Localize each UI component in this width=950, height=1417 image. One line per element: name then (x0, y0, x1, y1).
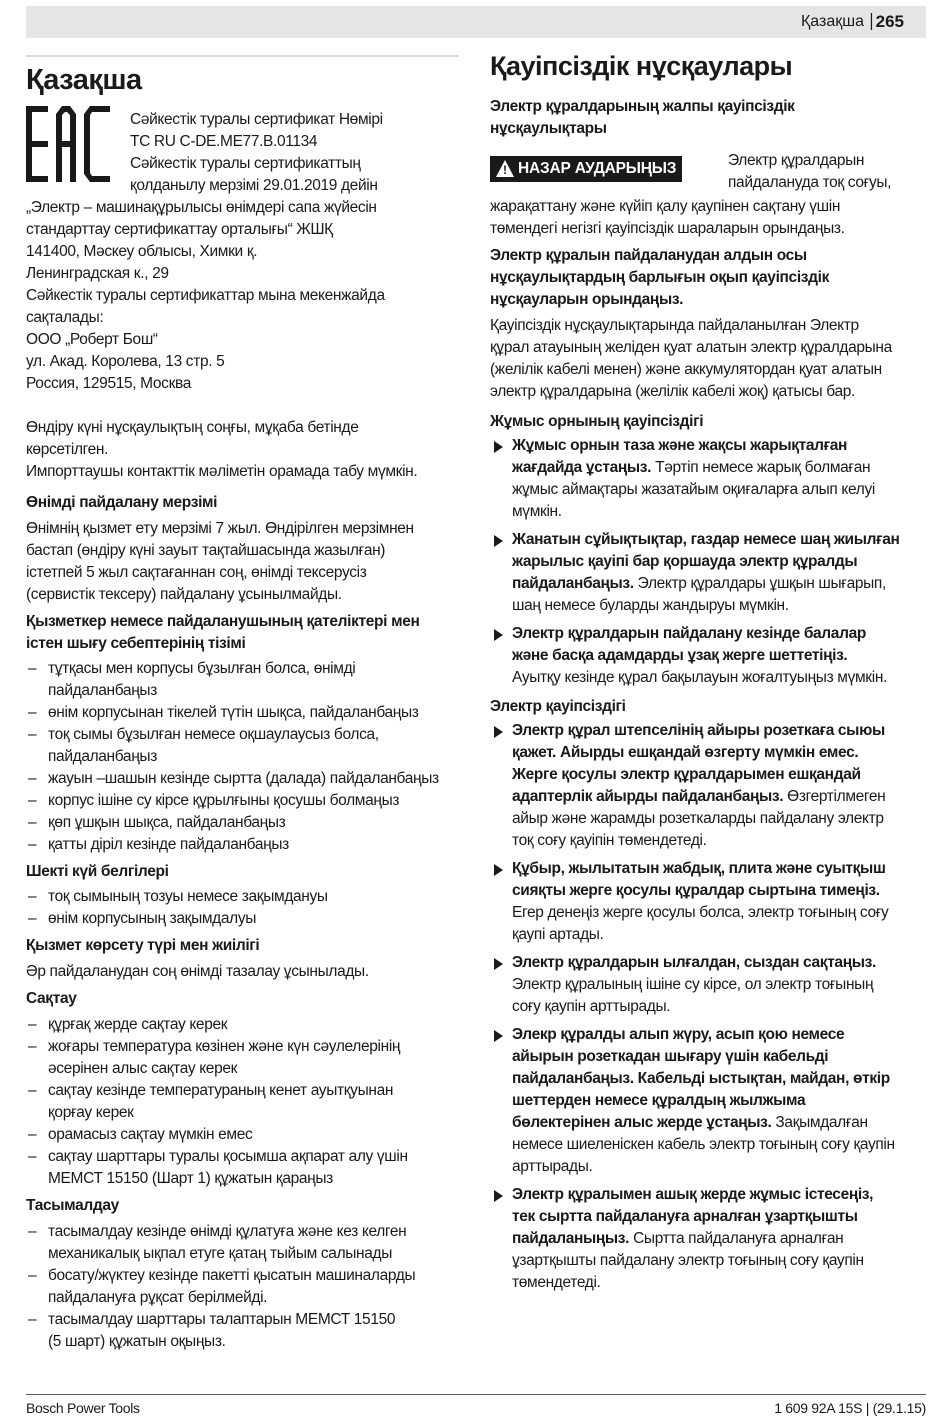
electric-item-bullet-icon (494, 1030, 503, 1042)
production-line: көрсетілген. (26, 441, 109, 458)
errors-item-line: – қатты діріл кезінде пайдаланбаңыз (48, 836, 289, 853)
storage-item-line: – сақтау шарттары туралы қосымша ақпарат алу үшін (48, 1148, 408, 1165)
read-bold-line: нұсқауларын орындаңыз. (490, 291, 684, 308)
bold-text: Жұмыс орнын таза және жақсы жарықталған (512, 437, 848, 454)
electric-item-line (512, 1156, 920, 1178)
usage-line: Өнімнің қызмет ету мерзімі 7 жыл. Өндірілген мерзімнен (26, 520, 414, 537)
bold-text: шеттерден немесе құралдың жылжыма (512, 1092, 806, 1109)
plain-text: Өзгертілмеген (783, 788, 886, 805)
storage-item (26, 1036, 462, 1080)
storage-item (26, 1014, 462, 1036)
bold-text: Электр құралымен ашық жерде жұмыс істесеңіз, (512, 1186, 874, 1203)
plain-text: Электр құралдары ұшқын шығарып, (633, 575, 886, 592)
transport-item (26, 1265, 462, 1309)
errors-item-line: – тұтқасы мен корпусы бұзылған болса, өнімді (48, 660, 356, 677)
limit-item-line: – өнім корпусының зақымдалуы (48, 910, 257, 927)
electric-item-line (512, 1068, 920, 1090)
workplace-item (490, 435, 920, 523)
electric-item-line (512, 786, 920, 808)
limit-item (26, 886, 462, 908)
plain-text: арттырады. (512, 1158, 593, 1175)
electric-item-bullet-icon (494, 864, 503, 876)
electric-item (490, 720, 920, 852)
term-line: (желілік кабелі менен) және аккумулятордан қуат алатын (490, 361, 882, 378)
warning-cont-line: жарақаттану және күйіп қалу қаупінен сақтану үшін (490, 198, 841, 215)
electric-item-line (512, 1112, 920, 1134)
errors-item (26, 702, 462, 724)
electric-item-line (512, 858, 920, 880)
storage-heading: Сақтау (26, 990, 77, 1007)
errors-item (26, 790, 462, 812)
storage-item-line: – сақтау кезінде температураның кенет ауытқуынан (48, 1082, 394, 1099)
workplace-list (490, 435, 920, 689)
plain-text: соғу қаупін арттырады. (512, 998, 671, 1015)
footer-brand: Bosch Power Tools (26, 1400, 140, 1416)
electric-item-line (512, 720, 920, 742)
plain-text: ұзартқышты пайдалану электр тоғының соғу қаупін (512, 1252, 864, 1269)
plain-text: жұмыс аймақтары жазатайым оқиғаларға алып келуі (512, 481, 875, 498)
term-line: құрал атауының желіден қуат алатын электр құралдарына (490, 339, 892, 356)
electric-item-line (512, 974, 920, 996)
errors-item (26, 724, 462, 768)
warning-side-text (728, 150, 891, 194)
eac-logo (26, 106, 110, 182)
bold-text: Электр құралдарын ылғалдан, сыздан сақтаңыз. (512, 954, 876, 971)
electric-item-line (512, 924, 920, 946)
address-line: ООО „Роберт Бош“ (26, 331, 158, 348)
electric-item-line (512, 952, 920, 974)
warning-badge: ! НАЗАР АУДАРЫҢЫЗ (490, 156, 682, 182)
page-header-bar (26, 6, 926, 38)
electric-item (490, 1184, 920, 1294)
workplace-item-line (512, 623, 920, 645)
address-line: 141400, Мәскеу облысы, Химки қ. (26, 243, 258, 260)
storage-item-line: қорғау керек (48, 1104, 134, 1121)
workplace-item-line (512, 551, 920, 573)
electric-item-line (512, 808, 920, 830)
right-column (490, 48, 920, 1300)
plain-text: төмендетеді. (512, 1274, 601, 1291)
electric-item-line (512, 996, 920, 1018)
cert-line: TC RU C-DE.ME77.B.01134 (130, 133, 318, 150)
section-title-kazakh: Қазақша (26, 64, 142, 96)
safety-subtitle (490, 96, 920, 140)
workplace-item-line (512, 479, 920, 501)
term-line: Қауіпсіздік нұсқаулықтарында пайдаланылған Электр (490, 317, 859, 334)
warning-side-line: пайдалануда тоқ соғуы, (728, 174, 892, 191)
warning-block (490, 152, 920, 196)
transport-item-line: – босату/жүктеу кезінде пакетті қысатын машиналарды (48, 1267, 416, 1284)
storage-item-line: әсерінен алыс сақтау керек (48, 1060, 238, 1077)
workplace-item-bullet-icon (494, 441, 503, 453)
workplace-item-line (512, 645, 920, 667)
bold-text: айырын розеткадан шығару үшін кабельді (512, 1048, 829, 1065)
storage-list (26, 1014, 462, 1190)
electric-item-line (512, 1272, 920, 1294)
plain-text: қаупі артады. (512, 926, 604, 943)
electric-item (490, 952, 920, 1018)
storage-item (26, 1080, 462, 1124)
usage-line: бастап (өндіру күні зауыт тақтайшасында жазылған) (26, 542, 386, 559)
footer-doc-id: 1 609 92A 15S | (29.1.15) (774, 1400, 926, 1416)
transport-list (26, 1221, 462, 1353)
read-bold-line: нұсқаулықтардың барлығын оқып қауіпсіздік (490, 269, 829, 286)
errors-list (26, 658, 462, 856)
bold-text: пайдаланбаңыз. Кабельді ыстықтан, майдан, өткір (512, 1070, 890, 1087)
bold-text: Электр құрал штепселінің айыры розеткаға сыюы (512, 722, 885, 739)
transport-item-line: – тасымалдау кезінде өнімді құлатуға және кез келген (48, 1223, 407, 1240)
term-paragraph (490, 315, 920, 403)
plain-text: мүмкін. (512, 503, 562, 520)
warning-label: НАЗАР АУДАРЫҢЫЗ (518, 160, 677, 177)
electric-item (490, 858, 920, 946)
usage-line: (сервистік тексеру) пайдалану ұсынылмайды. (26, 586, 342, 603)
transport-item-line: пайдалануға рұқсат берілмейді. (48, 1289, 268, 1306)
workplace-item-line (512, 457, 920, 479)
workplace-item (490, 623, 920, 689)
certificate-block (130, 109, 462, 197)
production-line: Өндіру күні нұсқаулықтың соңғы, мұқаба бетінде (26, 419, 359, 436)
limit-heading: Шекті күй белгілері (26, 863, 169, 880)
limit-item-line: – тоқ сымының тозуы немесе зақымдануы (48, 888, 328, 905)
errors-item (26, 812, 462, 834)
read-bold-line: Электр құралын пайдаланудан алдын осы (490, 247, 807, 264)
bold-text: адаптерлік айырды пайдаланбаңыз. (512, 788, 784, 805)
errors-item (26, 658, 462, 702)
subtitle-line: нұсқаулықтары (490, 120, 607, 137)
storage-item-line: – орамасыз сақтау мүмкін емес (48, 1126, 253, 1143)
bold-text: Жанатын сұйықтықтар, газдар немесе шаң жиылған (512, 531, 900, 548)
warning-continuation (490, 196, 920, 240)
certificate-address (26, 197, 462, 395)
address-line: ул. Акад. Королева, 13 стр. 5 (26, 353, 225, 370)
bold-text: жарылыс қауіпі бар қоршауда электр құралды (512, 553, 858, 570)
transport-item (26, 1221, 462, 1265)
warning-side-line: Электр құралдарын (728, 152, 865, 169)
workplace-item-bullet-icon (494, 535, 503, 547)
electric-item-line (512, 1090, 920, 1112)
electric-item-line (512, 830, 920, 852)
workplace-item-line (512, 435, 920, 457)
transport-heading: Тасымалдау (26, 1197, 119, 1214)
bold-text: сияқты жерге қосулы құралдар сыртына тимеңіз. (512, 882, 880, 899)
bold-text: тек сыртта пайдалануға арналған ұзартқышты (512, 1208, 858, 1225)
bold-text: қажет. Айырды ешқандай өзгерту мүмкін емес. (512, 744, 859, 761)
plain-text: Электр құралының ішіне су кірсе, ол электр тоғының (512, 976, 874, 993)
electric-item-line (512, 1024, 920, 1046)
electric-item-bullet-icon (494, 726, 503, 738)
errors-item (26, 768, 462, 790)
address-line: Сәйкестік туралы сертификаттар мына мекенжайда (26, 287, 385, 304)
page-number: 265 (875, 12, 904, 31)
electric-item-line (512, 1228, 920, 1250)
errors-item-line: – корпус ішіне су кірсе құрылғыны қосушы болмаңыз (48, 792, 400, 809)
workplace-item-bullet-icon (494, 629, 503, 641)
address-line: Ленинградская к., 29 (26, 265, 169, 282)
cert-line: Сәйкестік туралы сертификаттың (130, 155, 361, 172)
left-column (26, 60, 462, 1353)
left-title-rule (26, 55, 459, 57)
bold-text: жағдайда ұстаңыз. (512, 459, 652, 476)
read-instructions-bold (490, 245, 920, 311)
warning-cont-line: төмендегі негізгі қауіпсіздік шараларын орындаңыз. (490, 220, 845, 237)
service-text: Әр пайдаланудан соң өнімді тазалау ұсынылады. (26, 963, 369, 980)
electric-item-line (512, 764, 920, 786)
plain-text: Тәртіп немесе жарық болмаған (651, 459, 871, 476)
address-line: „Электр – машинақұрылысы өнімдері сапа жүйесін (26, 199, 377, 216)
storage-item-line: – жоғары температура көзінен және күн сәулелерінің (48, 1038, 401, 1055)
electric-item-line (512, 1250, 920, 1272)
address-line: Россия, 129515, Москва (26, 375, 191, 392)
bold-text: Электр құралдарын пайдалану кезінде балалар (512, 625, 866, 642)
workplace-heading: Жұмыс орнының қауіпсіздігі (490, 413, 704, 430)
plain-text: айыр және жарамды розеткаларды пайдалану электр (512, 810, 884, 827)
errors-item-line: – өнім корпусынан тікелей түтін шықса, пайдаланбаңыз (48, 704, 419, 721)
production-info (26, 417, 462, 483)
limit-list (26, 886, 462, 930)
workplace-item-line (512, 595, 920, 617)
footer-rule (26, 1394, 926, 1395)
bold-text: пайдаланыңыз. (512, 1230, 630, 1247)
transport-item-line: (5 шарт) құжатын оқыңыз. (48, 1333, 226, 1350)
address-line: стандарттау сертификаттау орталығы“ ЖШҚ (26, 221, 333, 238)
transport-item (26, 1309, 462, 1353)
storage-item-line: МЕМСТ 15150 (Шарт 1) құжатын қараңыз (48, 1170, 333, 1187)
plain-text: тоқ соғу қауіпін төмендетеді. (512, 832, 707, 849)
plain-text: Зақымдалған (771, 1114, 868, 1131)
electric-item-bullet-icon (494, 958, 503, 970)
electric-heading: Электр қауіпсіздігі (490, 698, 626, 715)
electric-item-bullet-icon (494, 1190, 503, 1202)
header-language: Қазақша (800, 13, 864, 30)
cert-line: Сәйкестік туралы сертификат Нөмірі (130, 111, 383, 128)
workplace-item (490, 529, 920, 617)
plain-text: Сыртта пайдалануға арналған (629, 1230, 844, 1247)
bold-text: бөлектерінен алыс жерде ұстаңыз. (512, 1114, 772, 1131)
errors-heading (26, 611, 462, 655)
electric-item-line (512, 1184, 920, 1206)
cert-line: қолданылу мерзімі 29.01.2019 дейін (130, 177, 378, 194)
electric-item (490, 1024, 920, 1178)
term-line: электр құралдарына (желілік кабелі жоқ) қатысы бар. (490, 383, 855, 400)
errors-item-line: – жауын –шашын кезінде сыртта (далада) пайдаланбаңыз (48, 770, 439, 787)
errors-item-line: пайдаланбаңыз (48, 682, 157, 699)
errors-heading-line: істен шығу себептерінің тізімі (26, 635, 246, 652)
address-line: сақталады: (26, 309, 104, 326)
bold-text: және басқа адамдарды ұзақ жерге шеттетіңіз. (512, 647, 848, 664)
plain-text: Егер денеңіз жерге қосулы болса, электр тоғының соғу (512, 904, 889, 921)
electric-item-line (512, 902, 920, 924)
storage-item-line: – құрғақ жерде сақтау керек (48, 1016, 228, 1033)
electric-item-line (512, 1046, 920, 1068)
transport-item-line: – тасымалдау шарттары талаптарын МЕМСТ 15150 (48, 1311, 396, 1328)
plain-text: Ауытқу кезінде құрал бақылауын жоғалтуыңыз мүмкін. (512, 669, 887, 686)
errors-item-line: – қөп ұшқын шықса, пайдаланбаңыз (48, 814, 286, 831)
storage-item (26, 1124, 462, 1146)
production-line: Импорттаушы контакттік мәліметін орамада табу мүмкін. (26, 463, 418, 480)
electric-list (490, 720, 920, 1294)
bold-text: пайдаланбаңыз. (512, 575, 634, 592)
limit-item (26, 908, 462, 930)
bold-text: Құбыр, жылытатын жабдық, плита және суытқыш (512, 860, 886, 877)
service-heading: Қызмет көрсету түрі мен жиілігі (26, 937, 260, 954)
storage-item (26, 1146, 462, 1190)
usage-paragraph (26, 518, 462, 606)
plain-text: немесе шиеленіскен кабель электр тоғының соғу қаупін (512, 1136, 895, 1153)
header-separator: | (868, 11, 874, 31)
usage-line: істетпей 5 жыл сақтағаннан соң, өнімді тексерусіз (26, 564, 367, 581)
errors-item-line: пайдаланбаңыз (48, 748, 157, 765)
workplace-item-line (512, 667, 920, 689)
transport-item-line: механикалық ықпал етуге қатаң тыйым салынады (48, 1245, 393, 1262)
usage-heading: Өнімді пайдалану мерзімі (26, 494, 218, 511)
electric-item-line (512, 1206, 920, 1228)
errors-item-line: – тоқ сымы бұзылған немесе оқшаулаусыз болса, (48, 726, 379, 743)
subtitle-line: Электр құралдарының жалпы қауіпсіздік (490, 98, 795, 115)
bold-text: Жерге қосулы электр құралдарымен ешқандай (512, 766, 861, 783)
errors-item (26, 834, 462, 856)
workplace-item-line (512, 573, 920, 595)
electric-item-line (512, 1134, 920, 1156)
workplace-item-line (512, 529, 920, 551)
errors-heading-line: Қызметкер немесе пайдаланушының қателіктері мен (26, 613, 420, 630)
plain-text: шаң немесе буларды жандыруы мүмкін. (512, 597, 789, 614)
safety-title: Қауіпсіздік нұсқаулары (490, 51, 793, 81)
bold-text: Элекр құралды алып жүру, асып қою немесе (512, 1026, 845, 1043)
electric-item-line (512, 742, 920, 764)
workplace-item-line (512, 501, 920, 523)
electric-item-line (512, 880, 920, 902)
